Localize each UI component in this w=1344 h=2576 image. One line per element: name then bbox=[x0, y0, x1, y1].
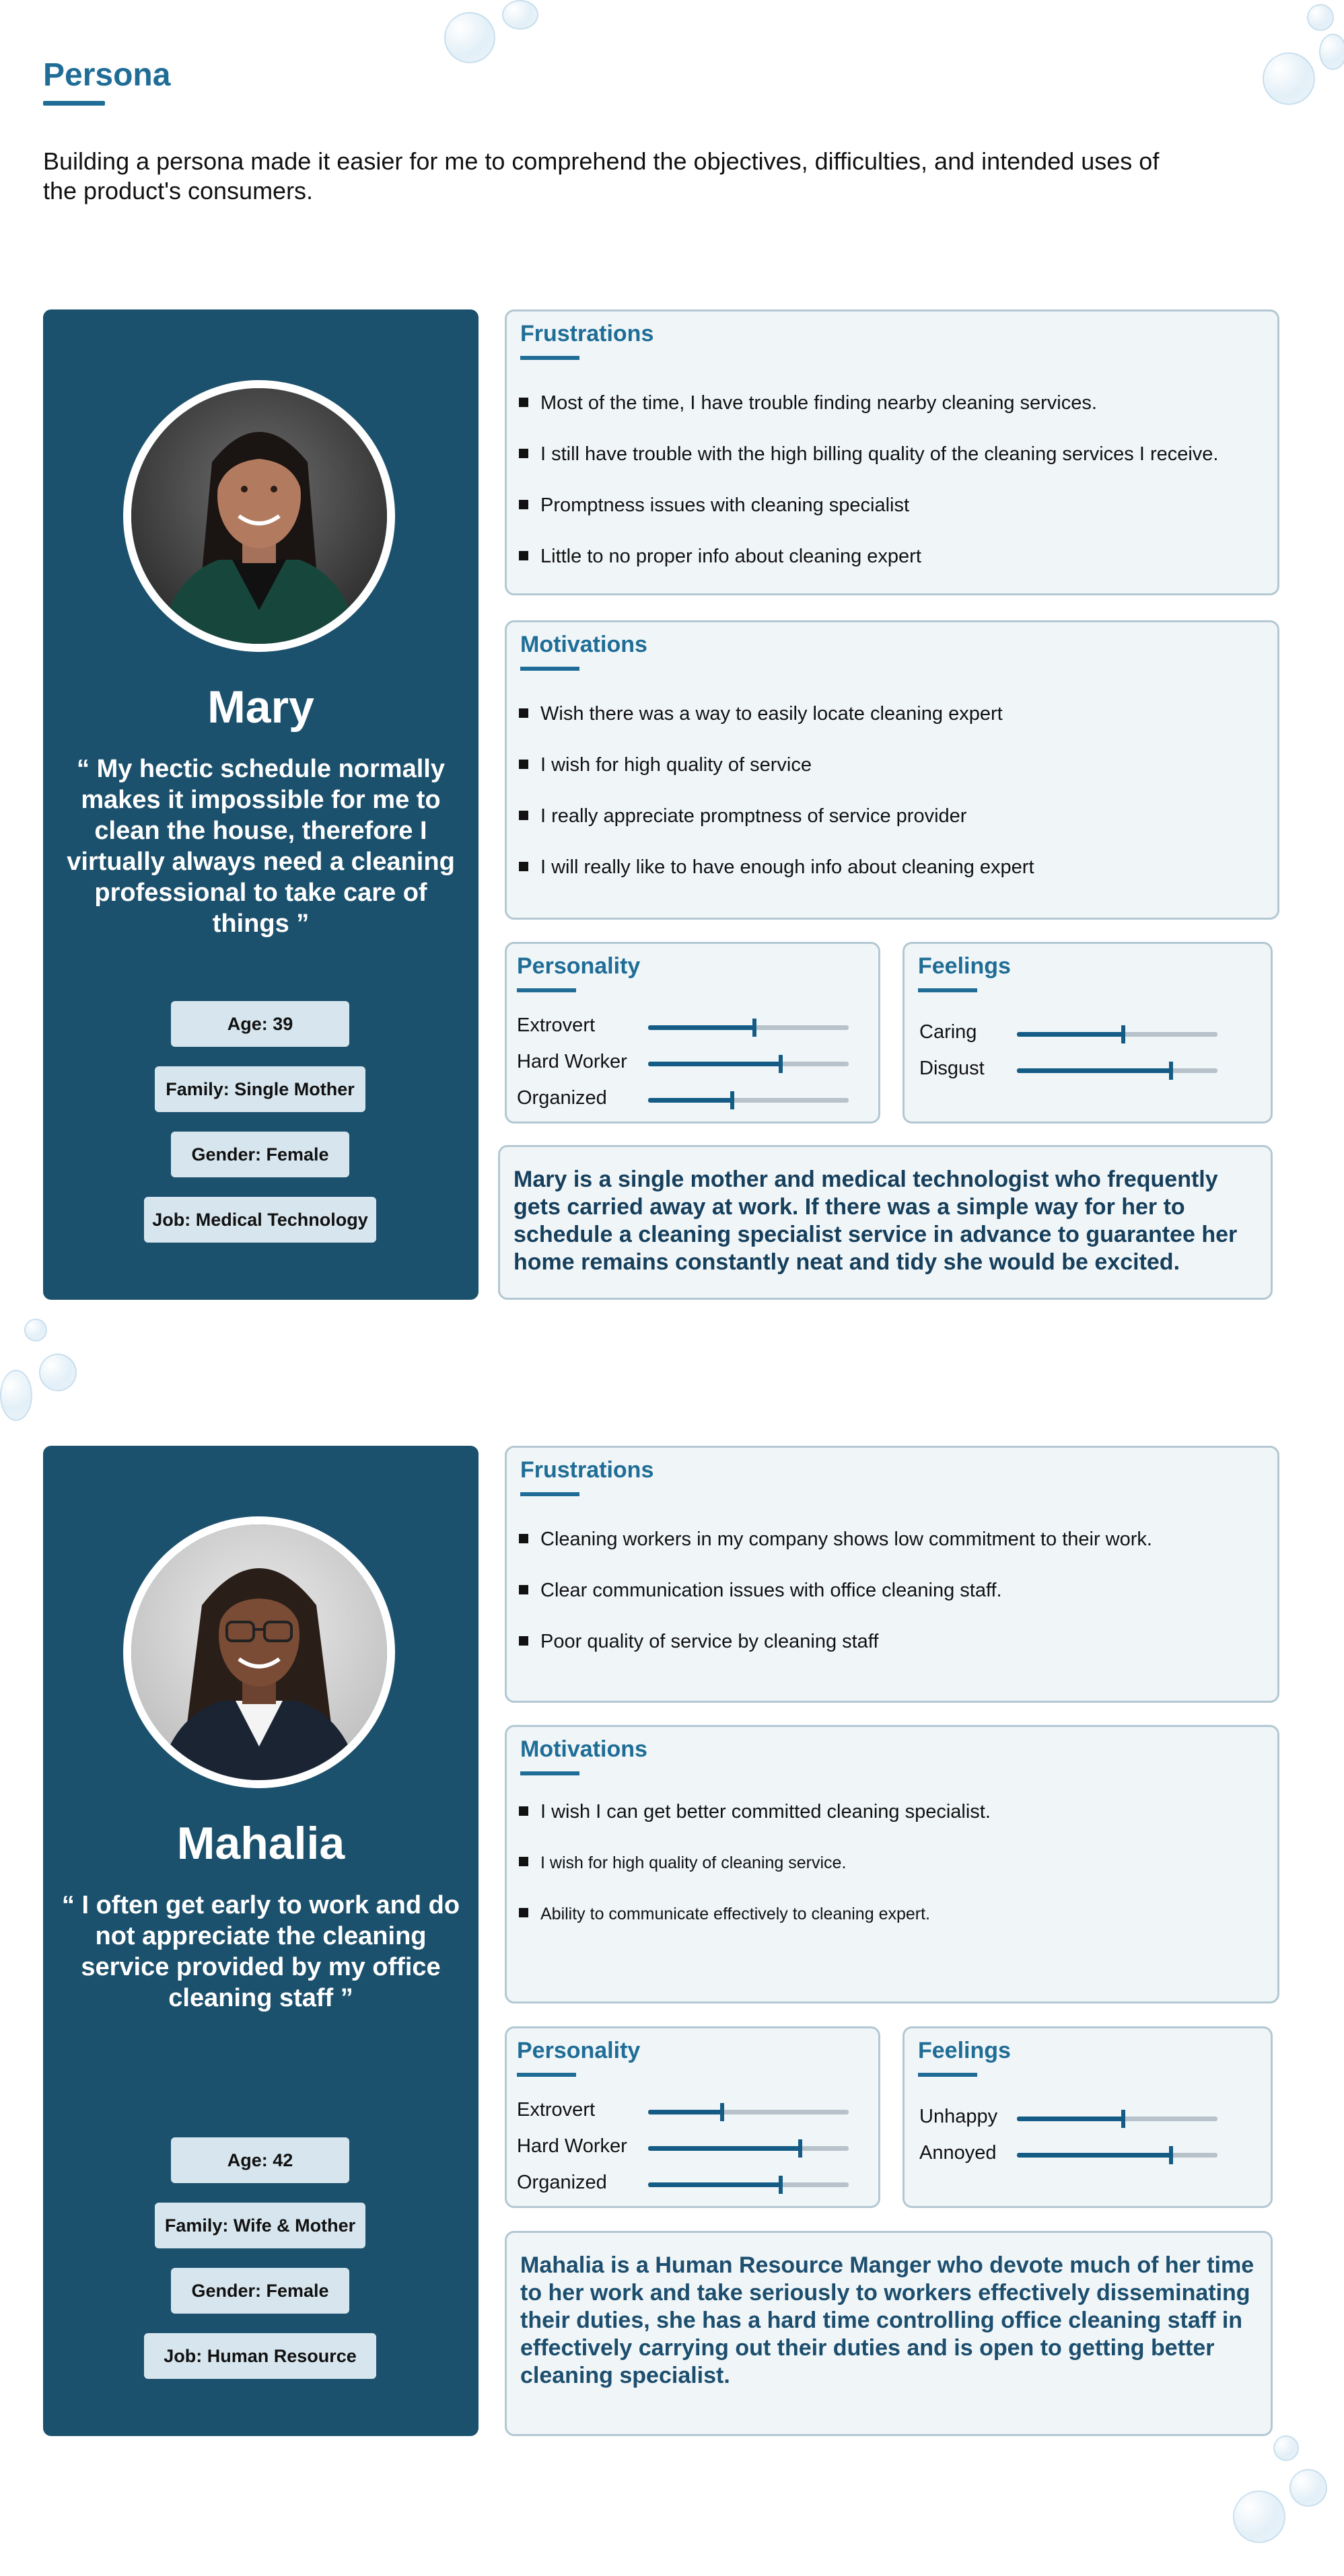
trait-label: Hard Worker bbox=[517, 1051, 627, 1072]
bullet-icon bbox=[519, 1908, 528, 1917]
decorative-bubble bbox=[39, 1354, 77, 1391]
bullet-icon bbox=[519, 1806, 528, 1816]
list-item bbox=[519, 1631, 878, 1653]
motivations-card bbox=[505, 1725, 1279, 2003]
trait-slider-fill bbox=[648, 1025, 754, 1030]
trait-slider-marker bbox=[730, 1091, 734, 1109]
trait-slider bbox=[1017, 2153, 1217, 2158]
trait-label: Organized bbox=[517, 2172, 607, 2193]
trait-slider-fill bbox=[648, 1098, 732, 1103]
decorative-bubble bbox=[24, 1319, 47, 1341]
trait-label: Extrovert bbox=[517, 1015, 596, 1036]
frustrations-title: Frustrations bbox=[520, 1457, 654, 1483]
trait-slider bbox=[1017, 1032, 1217, 1037]
trait-slider bbox=[1017, 1068, 1217, 1073]
decorative-bubble bbox=[1307, 4, 1334, 31]
trait-slider-fill bbox=[1017, 1068, 1171, 1073]
trait-slider bbox=[648, 1098, 849, 1103]
decorative-bubble bbox=[1289, 2469, 1327, 2507]
bullet-icon bbox=[519, 1636, 528, 1646]
card-underline bbox=[918, 988, 977, 992]
page-intro: Building a persona made it easier for me to comprehend the objectives, difficulties, and intended uses of the product's consumers. bbox=[43, 147, 1160, 205]
trait-label: Caring bbox=[919, 1021, 977, 1043]
card-underline bbox=[520, 1771, 579, 1775]
personality-title: Personality bbox=[517, 953, 641, 979]
list-item bbox=[519, 805, 966, 827]
avatar bbox=[123, 380, 395, 652]
decorative-bubble bbox=[444, 12, 495, 63]
personality-card bbox=[505, 2026, 880, 2208]
trait-slider bbox=[648, 2110, 849, 2114]
bullet-icon bbox=[519, 500, 528, 509]
feelings-card bbox=[903, 2026, 1273, 2208]
avatar bbox=[123, 1516, 395, 1788]
list-item-text: Ability to communicate effectively to cleaning expert. bbox=[540, 1905, 930, 1923]
job-chip: Job: Human Resource bbox=[144, 2333, 376, 2379]
list-item bbox=[519, 392, 1097, 414]
persona-profile-card-mary bbox=[43, 309, 479, 1300]
trait-slider-fill bbox=[1017, 2153, 1171, 2158]
decorative-bubble bbox=[1319, 34, 1344, 70]
list-item-text: Poor quality of service by cleaning staff bbox=[540, 1631, 879, 1652]
persona-summary: Mahalia is a Human Resource Manger who devote much of her time to her work and take seriously to workers effectively disseminating their duties, she has a hard time controlling office cleaning staff in effectively carrying out their duties and is open to getting better cleaning specialist. bbox=[520, 2252, 1254, 2388]
trait-slider-fill bbox=[1017, 2117, 1123, 2121]
trait-slider-marker bbox=[779, 1055, 783, 1073]
persona-name: Mahalia bbox=[176, 1818, 345, 1869]
bullet-icon bbox=[519, 551, 528, 560]
card-underline bbox=[517, 2073, 576, 2077]
persona-summary-card bbox=[498, 1145, 1273, 1300]
decorative-bubble bbox=[1273, 2435, 1299, 2461]
woman-in-green-blazer-photo bbox=[131, 388, 387, 644]
trait-slider bbox=[1017, 2117, 1217, 2121]
card-underline bbox=[520, 667, 579, 671]
family-chip: Family: Single Mother bbox=[155, 1066, 365, 1112]
age-chip: Age: 42 bbox=[171, 2137, 349, 2183]
trait-slider bbox=[648, 1062, 849, 1066]
list-item bbox=[519, 1853, 846, 1873]
trait-label: Hard Worker bbox=[517, 2135, 627, 2157]
list-item bbox=[519, 443, 1218, 466]
list-item bbox=[519, 1580, 1002, 1602]
list-item-text: Most of the time, I have trouble finding nearby cleaning services. bbox=[540, 392, 1097, 414]
persona-quote: “ My hectic schedule normally makes it impossible for me to clean the house, therefore I virtually always need a cleaning professional to take care of things ” bbox=[67, 755, 455, 938]
trait-slider bbox=[648, 2182, 849, 2187]
list-item bbox=[519, 494, 909, 517]
page-title: Persona bbox=[43, 57, 171, 93]
bullet-icon bbox=[519, 398, 528, 407]
personality-title: Personality bbox=[517, 2038, 641, 2063]
card-underline bbox=[520, 1492, 579, 1496]
list-item-text: I still have trouble with the high billing quality of the cleaning services I receive. bbox=[540, 443, 1219, 465]
bullet-icon bbox=[519, 862, 528, 871]
trait-label: Disgust bbox=[919, 1058, 985, 1079]
list-item bbox=[519, 1529, 1152, 1551]
persona-summary: Mary is a single mother and medical technologist who frequently gets carried away at work. If there was a simple way for her to schedule a cleaning specialist service in advance to guarantee her home remains constantly neat and tidy she would be excited. bbox=[514, 1167, 1238, 1275]
trait-label: Organized bbox=[517, 1087, 607, 1109]
list-item-text: I wish I can get better committed cleaning specialist. bbox=[540, 1801, 991, 1823]
list-item bbox=[519, 546, 921, 568]
trait-slider-marker bbox=[1121, 1025, 1125, 1043]
trait-label: Annoyed bbox=[919, 2142, 997, 2164]
bullet-icon bbox=[519, 1585, 528, 1594]
decorative-bubble bbox=[1263, 52, 1315, 105]
list-item-text: I really appreciate promptness of service provider bbox=[540, 805, 967, 827]
trait-slider-marker bbox=[1169, 2146, 1173, 2164]
persona-profile-card-mahalia bbox=[43, 1446, 479, 2436]
bullet-icon bbox=[519, 760, 528, 769]
card-underline bbox=[517, 988, 576, 992]
trait-slider-marker bbox=[1121, 2110, 1125, 2128]
card-underline bbox=[918, 2073, 977, 2077]
gender-chip: Gender: Female bbox=[171, 2268, 349, 2314]
decorative-bubble bbox=[502, 0, 538, 30]
family-chip: Family: Wife & Mother bbox=[155, 2203, 365, 2248]
trait-slider-fill bbox=[648, 1062, 781, 1066]
decorative-bubble bbox=[1233, 2491, 1285, 2543]
trait-slider-fill bbox=[648, 2146, 800, 2151]
list-item-text: I wish for high quality of cleaning service. bbox=[540, 1853, 847, 1872]
trait-slider bbox=[648, 1025, 849, 1030]
trait-slider-fill bbox=[1017, 1032, 1123, 1037]
decorative-bubble bbox=[0, 1370, 32, 1421]
card-underline bbox=[520, 356, 579, 360]
trait-slider-marker bbox=[752, 1019, 756, 1037]
list-item bbox=[519, 754, 812, 776]
trait-label: Extrovert bbox=[517, 2099, 596, 2121]
trait-slider-fill bbox=[648, 2110, 722, 2114]
list-item bbox=[519, 1801, 991, 1823]
list-item bbox=[519, 703, 1003, 725]
motivations-card bbox=[505, 620, 1279, 920]
title-underline bbox=[43, 101, 105, 106]
job-chip: Job: Medical Technology bbox=[144, 1197, 376, 1243]
motivations-title: Motivations bbox=[520, 1736, 647, 1762]
trait-slider-marker bbox=[720, 2103, 724, 2121]
trait-label: Unhappy bbox=[919, 2106, 998, 2127]
bullet-icon bbox=[519, 449, 528, 458]
age-chip: Age: 39 bbox=[171, 1001, 349, 1047]
trait-slider-marker bbox=[779, 2176, 783, 2194]
persona-summary-card bbox=[505, 2231, 1273, 2436]
bullet-icon bbox=[519, 811, 528, 820]
bullet-icon bbox=[519, 1857, 528, 1866]
frustrations-title: Frustrations bbox=[520, 321, 654, 346]
feelings-title: Feelings bbox=[918, 2038, 1011, 2063]
list-item bbox=[519, 1905, 930, 1924]
gender-chip: Gender: Female bbox=[171, 1132, 349, 1177]
personality-card bbox=[505, 942, 880, 1124]
trait-slider-marker bbox=[1169, 1062, 1173, 1080]
feelings-title: Feelings bbox=[918, 953, 1011, 979]
woman-with-glasses-photo bbox=[131, 1524, 387, 1780]
frustrations-card bbox=[505, 1446, 1279, 1703]
persona-name: Mary bbox=[207, 682, 314, 733]
list-item-text: Wish there was a way to easily locate cleaning expert bbox=[540, 703, 1003, 725]
feelings-card bbox=[903, 942, 1273, 1124]
bullet-icon bbox=[519, 1534, 528, 1543]
list-item-text: I wish for high quality of service bbox=[540, 754, 812, 776]
list-item-text: Clear communication issues with office cleaning staff. bbox=[540, 1580, 1002, 1601]
trait-slider-fill bbox=[648, 2182, 781, 2187]
persona-quote: “ I often get early to work and do not appreciate the cleaning service provided by my office cleaning staff ” bbox=[61, 1891, 460, 2012]
frustrations-card bbox=[505, 309, 1279, 595]
list-item-text: Promptness issues with cleaning specialist bbox=[540, 494, 910, 516]
list-item-text: I will really like to have enough info about cleaning expert bbox=[540, 856, 1034, 878]
trait-slider bbox=[648, 2146, 849, 2151]
list-item bbox=[519, 856, 1034, 879]
list-item-text: Cleaning workers in my company shows low commitment to their work. bbox=[540, 1529, 1152, 1550]
motivations-title: Motivations bbox=[520, 632, 647, 657]
trait-slider-marker bbox=[798, 2139, 802, 2158]
list-item-text: Little to no proper info about cleaning expert bbox=[540, 546, 921, 567]
bullet-icon bbox=[519, 708, 528, 718]
